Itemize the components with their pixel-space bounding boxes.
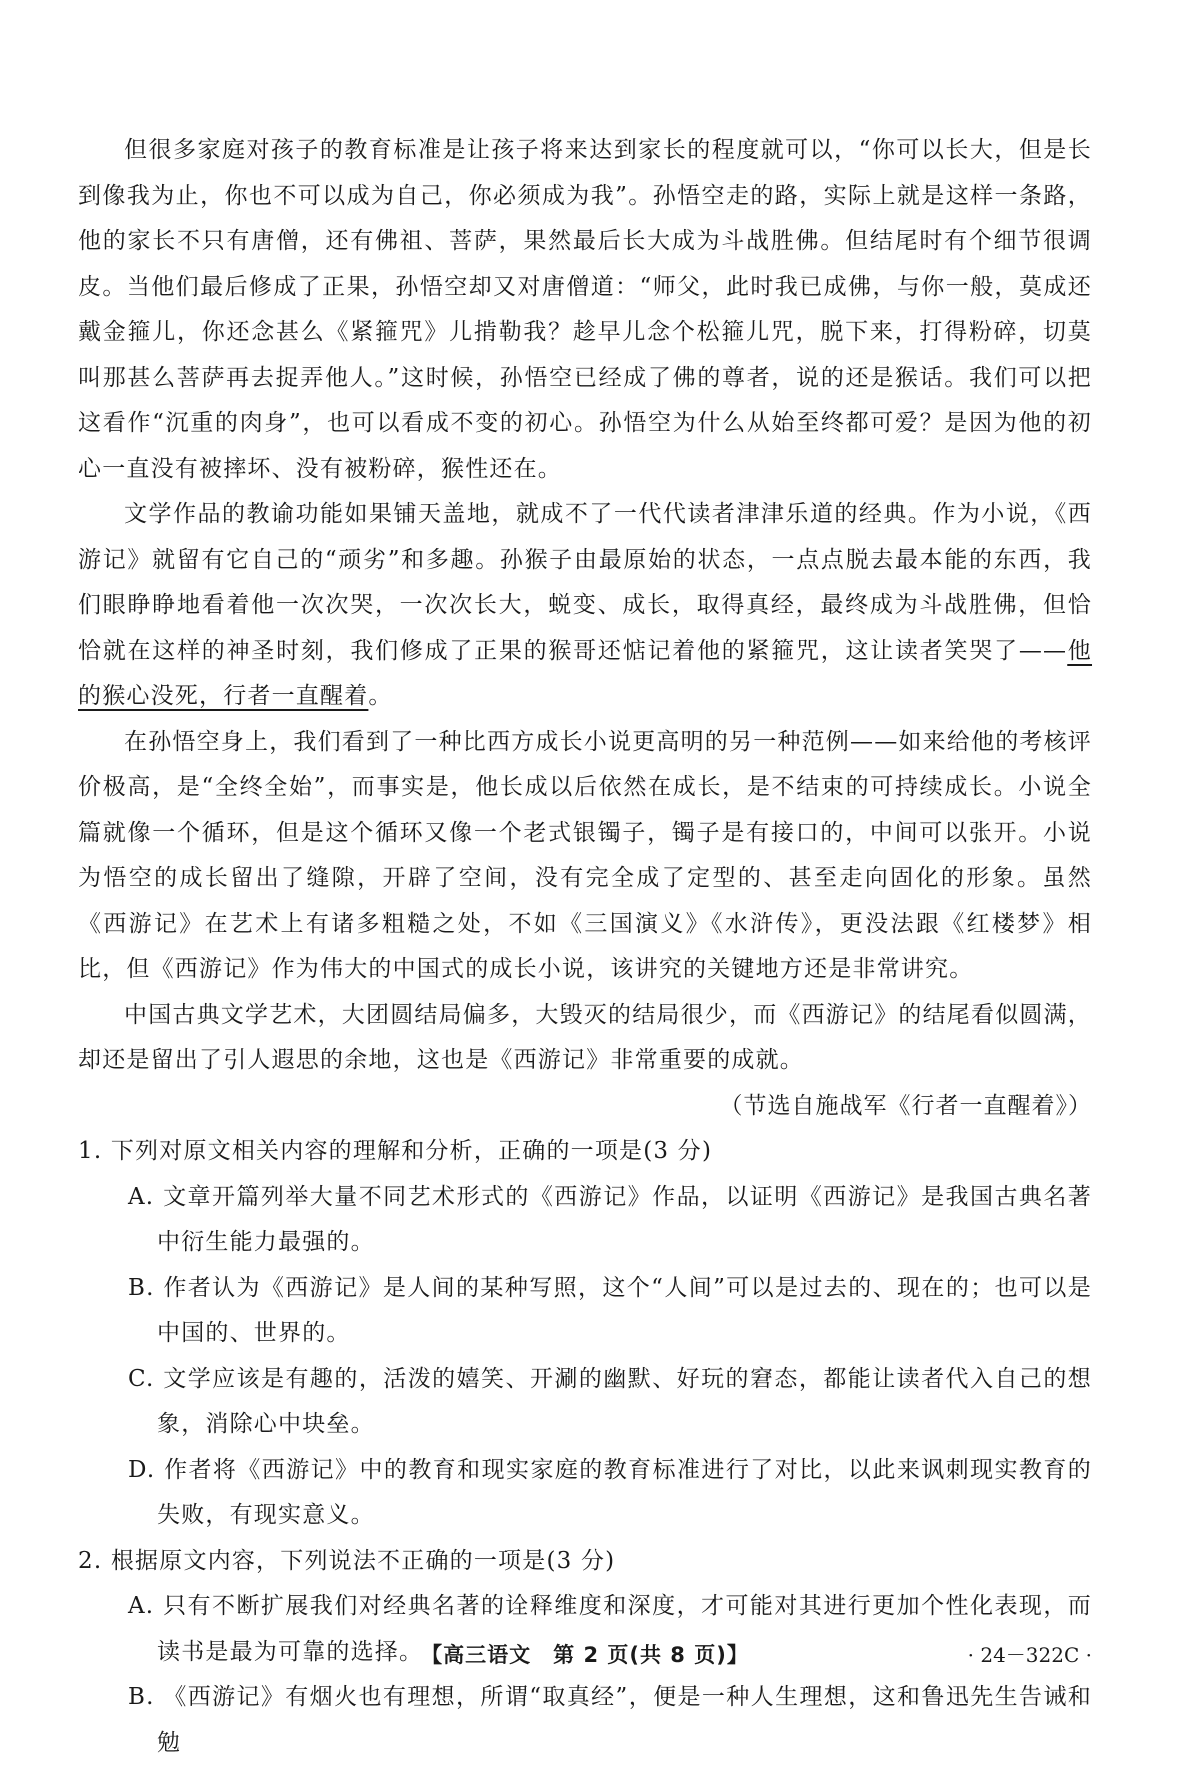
passage-paragraph-2	[78, 492, 1092, 720]
option-a: A. 文章开篇列举大量不同艺术形式的《西游记》作品，以证明《西游记》是我国古典名著中衍生能力最强的。	[78, 1175, 1092, 1266]
option-c: C. 文学应该是有趣的，活泼的嬉笑、开涮的幽默、好玩的窘态，都能让读者代入自己的想象，消除心中块垒。	[78, 1357, 1092, 1448]
page-number: 【高三语文 第 2 页(共 8 页)】	[78, 1640, 1092, 1670]
passage-paragraph-1: 但很多家庭对孩子的教育标准是让孩子将来达到家长的程度就可以，“你可以长大，但是长到像我为止，你也不可以成为自己，你必须成为我”。孙悟空走的路，实际上就是这样一条路，他的家长不只有唐僧，还有佛祖、菩萨，果然最后长大成为斗战胜佛。但结尾时有个细节很调皮。当他们最后修成了正果，孙悟空却又对唐僧道：“师父，此时我已成佛，与你一般，莫成还戴金箍儿，你还念甚么《紧箍咒》儿掯勒我？趁早儿念个松箍儿咒，脱下来，打得粉碎，切莫叫那甚么菩萨再去捉弄他人。”这时候，孙悟空已经成了佛的尊者，说的还是猴话。我们可以把这看作“沉重的肉身”，也可以看成不变的初心。孙悟空为什么从始至终都可爱？是因为他的初心一直没有被摔坏、没有被粉碎，猴性还在。	[78, 128, 1092, 492]
passage-paragraph-3: 在孙悟空身上，我们看到了一种比西方成长小说更高明的另一种范例——如来给他的考核评价极高，是“全终全始”，而事实是，他长成以后依然在成长，是不结束的可持续成长。小说全篇就像一个循环，但是这个循环又像一个老式银镯子，镯子是有接口的，中间可以张开。小说为悟空的成长留出了缝隙，开辟了空间，没有完全成了定型的、甚至走向固化的形象。虽然《西游记》在艺术上有诸多粗糙之处，不如《三国演义》《水浒传》，更没法跟《红楼梦》相比，但《西游记》作为伟大的中国式的成长小说，该讲究的关键地方还是非常讲究。	[78, 720, 1092, 993]
question-1	[78, 1129, 1092, 1539]
reading-passage	[78, 128, 1092, 1129]
option-d: D. 作者将《西游记》中的教育和现实家庭的教育标准进行了对比，以此来讽刺现实教育的失败，有现实意义。	[78, 1448, 1092, 1539]
passage-paragraph-4: 中国古典文学艺术，大团圆结局偏多，大毁灭的结局很少，而《西游记》的结尾看似圆满，却还是留出了引人遐思的余地，这也是《西游记》非常重要的成就。	[78, 993, 1092, 1084]
question-stem: 1. 下列对原文相关内容的理解和分析，正确的一项是(3 分)	[78, 1129, 1092, 1175]
question-stem: 2. 根据原文内容，下列说法不正确的一项是(3 分)	[78, 1539, 1092, 1585]
option-a: A. 只有不断扩展我们对经典名著的诠释维度和深度，才可能对其进行更加个性化表现，而读书是最为可靠的选择。	[78, 1584, 1092, 1675]
option-b: B. 作者认为《西游记》是人间的某种写照，这个“人间”可以是过去的、现在的；也可以是中国的、世界的。	[78, 1266, 1092, 1357]
passage-paragraph-2-end: 。	[368, 683, 392, 709]
exam-code: · 24－322C ·	[968, 1640, 1092, 1670]
passage-paragraph-2-text: 文学作品的教谕功能如果铺天盖地，就成不了一代代读者津津乐道的经典。作为小说，《西游记》就留有它自己的“顽劣”和多趣。孙猴子由最原始的状态，一点点脱去最本能的东西，我们眼睁睁地看着他一次次哭，一次次长大，蜕变、成长，取得真经，最终成为斗战胜佛，但恰恰就在这样的神圣时刻，我们修成了正果的猴哥还惦记着他的紧箍咒，这让读者笑哭了——	[78, 501, 1092, 664]
underlined-sentence: 他的猴心没死，行者一直醒着	[78, 638, 1092, 710]
option-b: B. 《西游记》有烟火也有理想，所谓“取真经”，便是一种人生理想，这和鲁迅先生告诫和勉	[78, 1675, 1092, 1766]
passage-source: （节选自施战军《行者一直醒着》）	[78, 1084, 1092, 1130]
